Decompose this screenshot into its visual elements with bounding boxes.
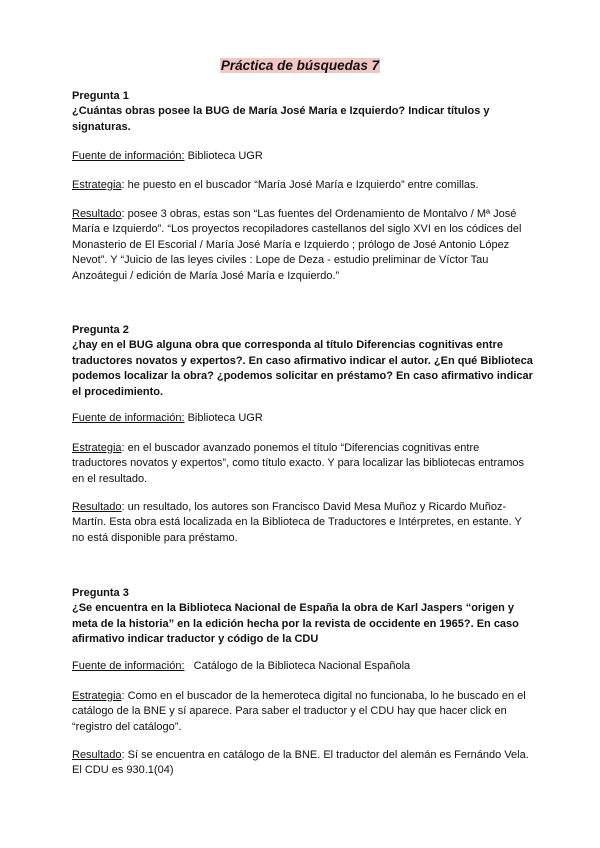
estrategia-label: Estrategia bbox=[72, 179, 122, 191]
question-text: ¿Se encuentra en la Biblioteca Nacional de España la obra de Karl Jaspers “origen y meta de la historia” en la edición hecha por la revista de occidente en 1965?. En caso afirmativo indicar traductor y código de la CDU bbox=[72, 602, 519, 646]
question-2-fuente bbox=[72, 411, 534, 426]
question-label: Pregunta 3 bbox=[72, 587, 129, 599]
question-label: Pregunta 1 bbox=[72, 90, 129, 102]
fuente-label: Fuente de información: bbox=[72, 660, 185, 672]
page-title-text: Práctica de búsquedas 7 bbox=[220, 58, 380, 73]
question-1-resultado bbox=[72, 207, 534, 284]
estrategia-label: Estrategia bbox=[72, 442, 122, 454]
fuente-label: Fuente de información: bbox=[72, 150, 185, 162]
question-1-fuente bbox=[72, 149, 534, 164]
question-1-heading bbox=[72, 89, 534, 135]
question-2-resultado bbox=[72, 500, 534, 546]
question-text: ¿Cuántas obras posee la BUG de María José María e Izquierdo? Indicar títulos y signaturas. bbox=[72, 105, 490, 133]
estrategia-text: : Como en el buscador de la hemeroteca digital no funcionaba, lo he buscado en el catálogo de la BNE y sí aparece. Para saber el traductor y el CDU hay que hacer click en “registro del catálogo”. bbox=[72, 690, 526, 733]
question-text: ¿hay en el BUG alguna obra que corresponda al título Diferencias cognitivas entre traductores novatos y expertos?. En caso afirmativo indicar el autor. ¿En qué Biblioteca podemos localizar la obra? ¿podemos solicitar en préstamo? En caso afirmativo indicar el procedimiento. bbox=[72, 339, 533, 398]
resultado-text: : posee 3 obras, estas son “Las fuentes del Ordenamiento de Montalvo / Mª José María e Izquierdo”. “Los proyectos recopiladores castellanos del siglo XVI en los códices del Monasterio de El Escorial / María José María e Izquierdo ; prólogo de José Antonio López Nevot”. Y “Juicio de las leyes civiles : Lope de Deza - estudio preliminar de Víctor Tau Anzoátegui / edición de María José María e Izquierdo.” bbox=[72, 208, 522, 282]
fuente-value: Biblioteca UGR bbox=[184, 412, 263, 424]
fuente-label: Fuente de información: bbox=[72, 412, 185, 424]
question-3-fuente bbox=[72, 659, 534, 674]
page-title bbox=[0, 57, 600, 75]
resultado-text: : un resultado, los autores son Francisco David Mesa Muñoz y Ricardo Muñoz-Martín. Esta obra está localizada en la Biblioteca de Traductores e Intérpretes, en estante. Y no está disponible para préstamo. bbox=[72, 501, 522, 544]
question-3-heading bbox=[72, 586, 534, 648]
question-1-estrategia bbox=[72, 178, 534, 193]
estrategia-text: : en el buscador avanzado ponemos el título “Diferencias cognitivas entre traductores novatos y expertos”, como título exacto. Y para localizar las bibliotecas entramos en el resultado. bbox=[72, 442, 525, 485]
estrategia-label: Estrategia bbox=[72, 690, 122, 702]
question-label: Pregunta 2 bbox=[72, 324, 129, 336]
resultado-label: Resultado bbox=[72, 501, 122, 513]
question-2-estrategia bbox=[72, 441, 534, 487]
estrategia-text: : he puesto en el buscador “María José María e Izquierdo” entre comillas. bbox=[121, 179, 479, 191]
question-3-resultado bbox=[72, 748, 534, 779]
fuente-value: Biblioteca UGR bbox=[184, 150, 263, 162]
resultado-text: : Sí se encuentra en catálogo de la BNE. El traductor del alemán es Fernándo Vela. El CDU es 930.1(04) bbox=[72, 749, 529, 777]
fuente-value: Catálogo de la Biblioteca Nacional Española bbox=[184, 660, 411, 672]
resultado-label: Resultado bbox=[72, 749, 122, 761]
resultado-label: Resultado bbox=[72, 208, 122, 220]
question-2-heading bbox=[72, 323, 534, 400]
question-3-estrategia bbox=[72, 689, 534, 735]
